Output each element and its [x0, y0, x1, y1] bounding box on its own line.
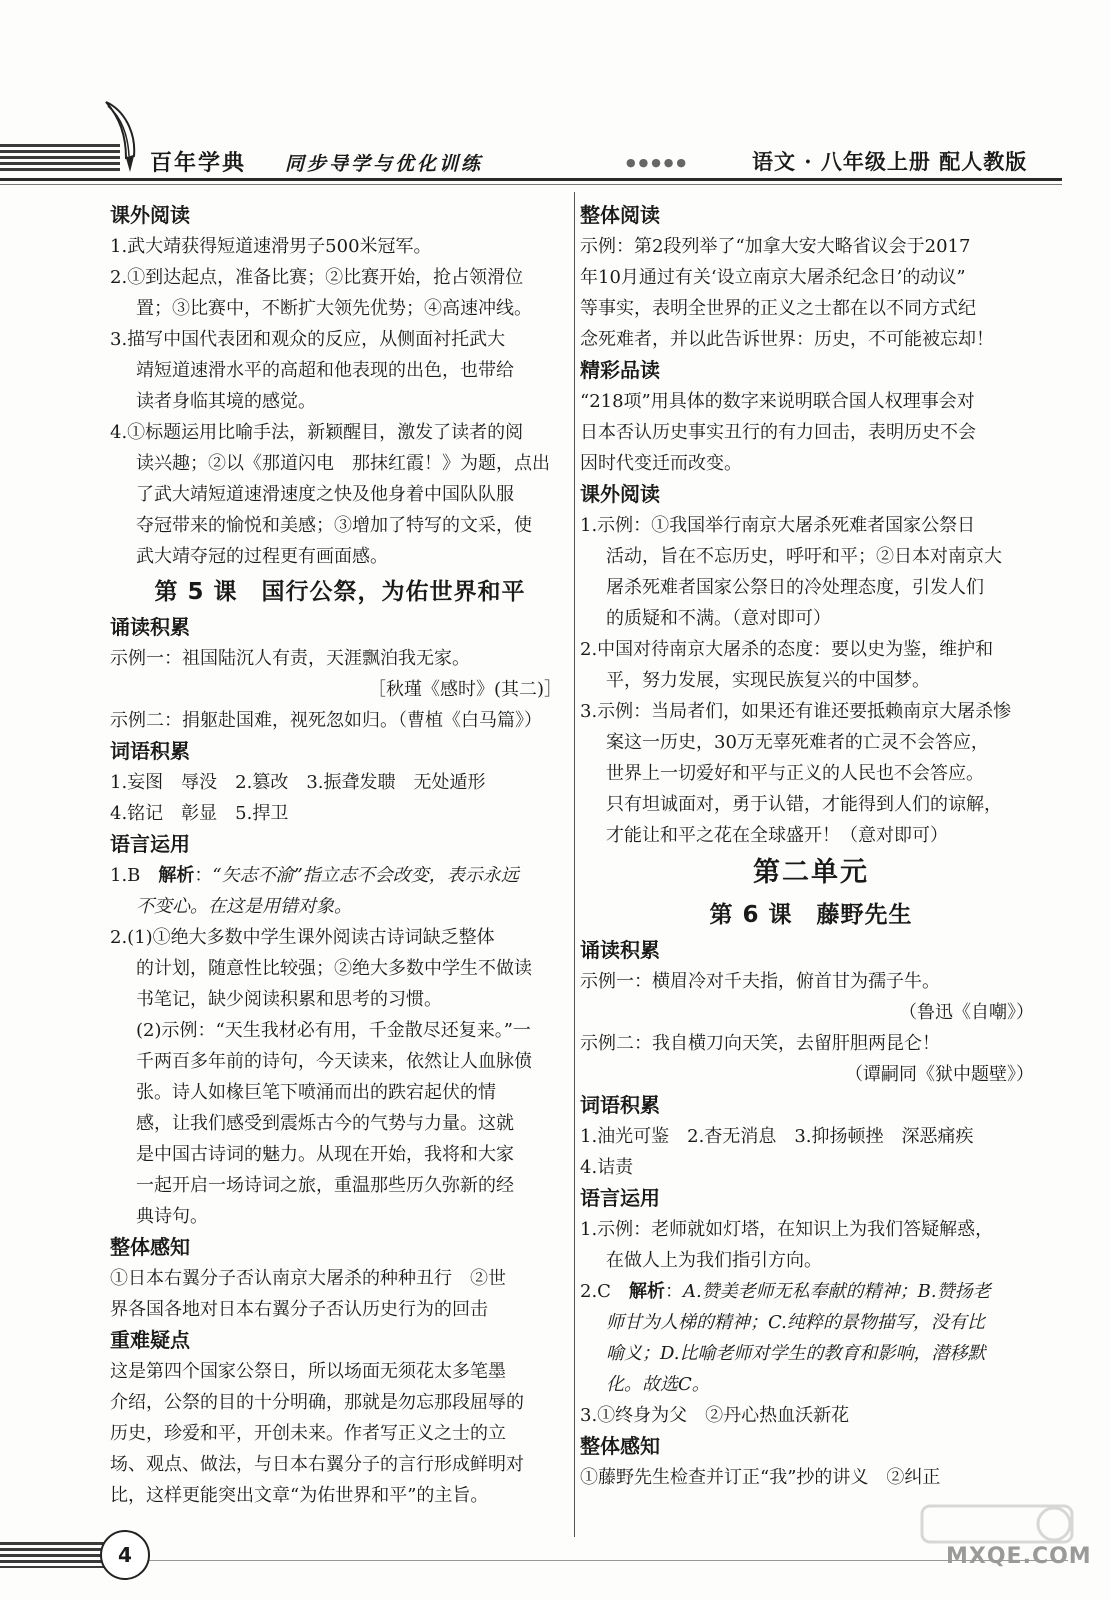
- text-line: 喻义；D.比喻老师对学生的教育和影响，潜移默: [606, 1343, 986, 1364]
- text-line: 比，这样更能突出文章“为佑世界和平”的主旨。: [110, 1485, 489, 1506]
- section-heading: 整体感知: [580, 1434, 660, 1458]
- text-line: 示例：第2段列举了“加拿大安大略省议会于2017: [580, 236, 971, 257]
- text-line: 界各国各地对日本右翼分子否认历史行为的回击: [110, 1299, 488, 1320]
- column-divider: [574, 192, 575, 1537]
- text-line: 是中国古诗词的魅力。从现在开始，我将和大家: [136, 1144, 514, 1165]
- text-line: 一起开启一场诗词之旅，重温那些历久弥新的经: [136, 1175, 514, 1196]
- text-line: 书笔记，缺少阅读积累和思考的习惯。: [136, 989, 442, 1010]
- text-line: 2.①到达起点，准备比赛；②比赛开始，抢占领滑位: [110, 267, 524, 288]
- section-heading: 语言运用: [580, 1186, 660, 1210]
- text-line: 2.(1)①绝大多数中学生课外阅读古诗词缺乏整体: [110, 927, 495, 948]
- text-line: 师甘为人梯的精神；C.纯粹的景物描写，没有比: [606, 1312, 985, 1333]
- section-heading: 课外阅读: [110, 203, 190, 227]
- text-line: 张。诗人如椽巨笔下喷涌而出的跌宕起伏的情: [136, 1082, 496, 1103]
- section-heading: 诵读积累: [110, 615, 190, 639]
- text-line: ①日本右翼分子否认南京大屠杀的种种丑行 ②世: [110, 1268, 506, 1289]
- page-number: 4: [100, 1530, 150, 1580]
- header-rule: [0, 178, 1062, 181]
- text-line: 因时代变迁而改变。: [580, 453, 742, 474]
- section-heading: 诵读积累: [580, 938, 660, 962]
- section-heading: 课外阅读: [580, 482, 660, 506]
- text-line: 读兴趣；②以《那道闪电 那抹红霞！》为题，点出: [136, 453, 550, 474]
- text-line: 的质疑和不满。（意对即可）: [606, 608, 831, 629]
- text-line: 才能让和平之花在全球盛开！（意对即可）: [606, 825, 948, 846]
- text-line: 世界上一切爱好和平与正义的人民也不会答应。: [606, 763, 984, 784]
- text-line: 案这一历史，30万无辜死难者的亡灵不会答应，: [606, 732, 989, 753]
- text-line: 不变心。在这是用错对象。: [136, 896, 352, 917]
- watermark-logo-icon: [914, 1500, 1084, 1584]
- section-heading: 词语积累: [110, 739, 190, 763]
- text-line: （鲁迅《自嘲》）: [899, 1002, 1034, 1023]
- text-line: 了武大靖短道速滑速度之快及他身着中国队队服: [136, 484, 514, 505]
- grade-label: 语文 · 八年级上册 配人教版: [752, 149, 1028, 174]
- text-line: 3.①终身为父 ②丹心热血沃新花: [580, 1405, 850, 1426]
- section-heading: 语言运用: [110, 832, 190, 856]
- text-line: 1.B 解析：“矢志不渝”指立志不会改变，表示永远: [110, 865, 519, 886]
- series-title: 同步导学与优化训练: [285, 153, 484, 175]
- text-line: 日本否认历史事实丑行的有力回击，表明历史不会: [580, 422, 976, 443]
- text-line: 1.武大靖获得短道速滑男子500米冠军。: [110, 236, 432, 257]
- text-line: 的计划，随意性比较强；②绝大多数中学生不做读: [136, 958, 532, 979]
- text-line: 年10月通过有关‘设立南京大屠杀纪念日’的动议”: [580, 267, 966, 288]
- text-line: （谭嗣同《狱中题壁》）: [845, 1064, 1034, 1085]
- text-line: 示例二：捐躯赴国难，视死忽如归。（曹植《白马篇》）: [110, 710, 542, 731]
- text-line: 4.诘责: [580, 1157, 634, 1178]
- text-line: 这是第四个国家公祭日，所以场面无须花太多笔墨: [110, 1361, 506, 1382]
- text-line: 武大靖夺冠的过程更有画面感。: [136, 546, 388, 567]
- text-line: 感，让我们感受到震烁古今的气势与力量。这就: [136, 1113, 514, 1134]
- text-line: 1.妄图 辱没 2.篡改 3.振聋发聩 无处遁形: [110, 772, 486, 793]
- page-header: [0, 100, 1070, 190]
- section-heading: 精彩品读: [580, 358, 660, 382]
- text-line: 千两百多年前的诗句，今天读来，依然让人血脉偾: [136, 1051, 532, 1072]
- text-line: 介绍，公祭的目的十分明确，那就是勿忘那段屈辱的: [110, 1392, 524, 1413]
- text-line: 读者身临其境的感觉。: [136, 391, 316, 412]
- text-line: 2.C 解析：A.赞美老师无私奉献的精神；B.赞扬老: [580, 1281, 991, 1302]
- text-line: 1.示例：①我国举行南京大屠杀死难者国家公祭日: [580, 515, 976, 536]
- text-line: 示例二：我自横刀向天笑，去留肝胆两昆仑！: [580, 1033, 940, 1054]
- lesson-title: 第 5 课 国行公祭，为佑世界和平: [154, 579, 526, 605]
- text-line: 活动，旨在不忘历史，呼吁和平；②日本对南京大: [606, 546, 1002, 567]
- text-line: 置；③比赛中，不断扩大领先优势；④高速冲线。: [136, 298, 532, 319]
- header-stripes: [0, 144, 120, 172]
- text-line: (2)示例：“天生我材必有用，千金散尽还复来。”一: [136, 1020, 531, 1041]
- text-line: 念死难者，并以此告诉世界：历史，不可能被忘却！: [580, 329, 994, 350]
- watermark-text: MXQE.COM: [946, 1544, 1092, 1569]
- text-line: 1.示例：老师就如灯塔，在知识上为我们答疑解惑，: [580, 1219, 994, 1240]
- text-line: 1.油光可鉴 2.杳无消息 3.抑扬顿挫 深恶痛疾: [580, 1126, 974, 1147]
- header-rule-thin: [0, 184, 1062, 185]
- unit-title: 第二单元: [753, 857, 869, 888]
- text-line: 历史，珍爱和平，开创未来。作者写正义之士的立: [110, 1423, 506, 1444]
- text-line: 靖短道速滑水平的高超和他表现的出色，也带给: [136, 360, 514, 381]
- section-heading: 整体阅读: [580, 203, 660, 227]
- text-line: “218项”用具体的数字来说明联合国人权理事会对: [580, 391, 975, 412]
- text-line: ①藤野先生检查并订正“我”抄的讲义 ②纠正: [580, 1467, 941, 1488]
- section-heading: 重难疑点: [110, 1328, 190, 1352]
- text-line: 夺冠带来的愉悦和美感；③增加了特写的文采，使: [136, 515, 532, 536]
- text-line: 4.①标题运用比喻手法，新颖醒目，激发了读者的阅: [110, 422, 524, 443]
- right-column: [580, 200, 1042, 1493]
- text-line: 2.中国对待南京大屠杀的态度：要以史为鉴，维护和: [580, 639, 994, 660]
- text-line: 场、观点、做法，与日本右翼分子的言行形成鲜明对: [110, 1454, 524, 1475]
- text-line: 4.铭记 彰显 5.捍卫: [110, 803, 289, 824]
- text-line: 3.描写中国代表团和观众的反应，从侧面衬托武大: [110, 329, 506, 350]
- text-line: 典诗句。: [136, 1206, 208, 1227]
- text-line: ［秋瑾《感时》(其二)］: [367, 679, 562, 700]
- brand-title: 百年学典: [150, 150, 247, 176]
- text-line: 平，努力发展，实现民族复兴的中国梦。: [606, 670, 930, 691]
- lesson-title: 第 6 课 藤野先生: [709, 902, 913, 928]
- left-column: [110, 200, 570, 1511]
- section-heading: 整体感知: [110, 1235, 190, 1259]
- header-dots: ●●●●●: [626, 156, 689, 169]
- text-line: 示例一：祖国陆沉人有责，天涯飘泊我无家。: [110, 648, 470, 669]
- text-line: 等事实，表明全世界的正义之士都在以不同方式纪: [580, 298, 976, 319]
- text-line: 屠杀死难者国家公祭日的冷处理态度，引发人们: [606, 577, 984, 598]
- text-line: 在做人上为我们指引方向。: [606, 1250, 822, 1271]
- footer-stripes: [0, 1542, 110, 1568]
- text-line: 示例一：横眉冷对千夫指，俯首甘为孺子牛。: [580, 971, 940, 992]
- text-line: 化。故选C。: [606, 1374, 710, 1395]
- text-line: 只有坦诚面对，勇于认错，才能得到人们的谅解，: [606, 794, 1002, 815]
- text-line: 3.示例：当局者们，如果还有谁还要抵赖南京大屠杀惨: [580, 701, 1012, 722]
- section-heading: 词语积累: [580, 1093, 660, 1117]
